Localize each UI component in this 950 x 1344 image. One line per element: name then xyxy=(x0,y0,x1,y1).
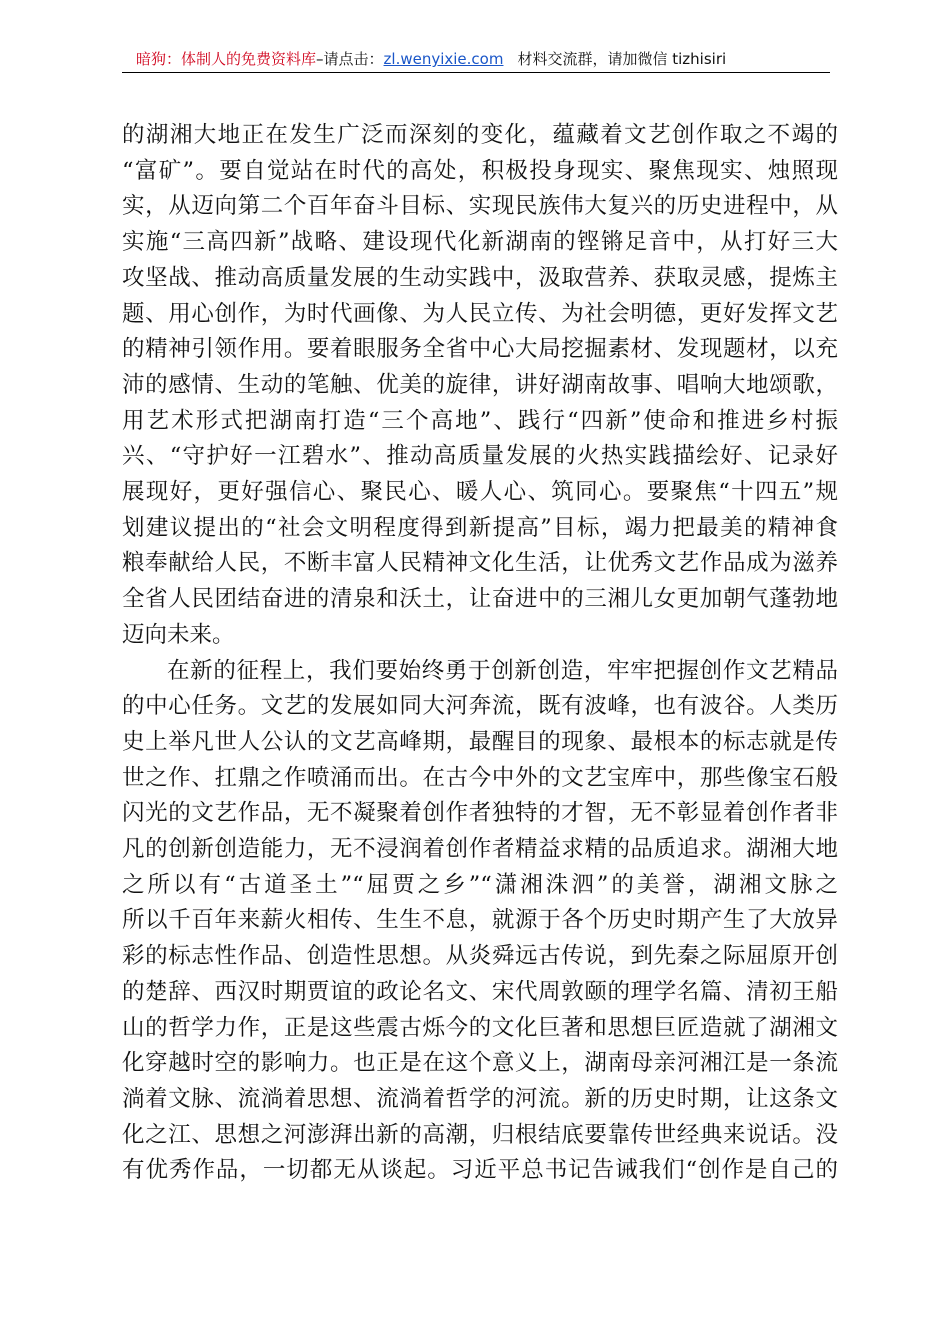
header-wechat-note: 材料交流群，请加微信 tizhisiri xyxy=(517,50,727,68)
text-line: 在新的征程上，我们要始终勇于创新创造，牢牢把握创作文艺精品 xyxy=(167,657,838,684)
header-link[interactable]: zl.wenyixie.com xyxy=(383,50,504,68)
text-line: 展现好，更好强信心、聚民心、暖人心、筑同心。要聚焦“十四五”规 xyxy=(122,479,838,506)
header-prompt: –请点击： xyxy=(316,50,384,68)
paragraph-1 xyxy=(122,118,838,654)
text-line: 实施“三高四新”战略、建设现代化新湖南的铿锵足音中，从打好三大 xyxy=(122,229,838,256)
text-line: 世之作、扛鼎之作喷涌而出。在古今中外的文艺宝库中，那些像宝石般 xyxy=(122,764,838,791)
text-line: 的中心任务。文艺的发展如同大河奔流，既有波峰，也有波谷。人类历 xyxy=(122,693,838,720)
text-line: 攻坚战、推动高质量发展的生动实践中，汲取营养、获取灵感，提炼主 xyxy=(122,264,838,291)
text-line: 用艺术形式把湖南打造“三个高地”、践行“四新”使命和推进乡村振 xyxy=(122,407,838,434)
text-line: 兴、“守护好一江碧水”、推动高质量发展的火热实践描绘好、记录好 xyxy=(122,443,838,470)
text-line: 化穿越时空的影响力。也正是在这个意义上，湖南母亲河湘江是一条流 xyxy=(122,1050,838,1077)
text-line: 划建议提出的“社会文明程度得到新提高”目标，竭力把最美的精神食 xyxy=(122,514,838,541)
document-header xyxy=(122,46,830,73)
document-body xyxy=(122,118,838,1189)
text-line: 全省人民团结奋进的清泉和沃土，让奋进中的三湘儿女更加朝气蓬勃地 xyxy=(122,586,838,613)
header-brand: 暗狗：体制人的免费资料库 xyxy=(136,50,317,68)
text-line: 有优秀作品，一切都无从谈起。习近平总书记告诫我们“创作是自己的 xyxy=(122,1157,838,1184)
text-line: 的楚辞、西汉时期贾谊的政论名文、宋代周敦颐的理学名篇、清初王船 xyxy=(122,978,838,1005)
text-line: 史上举凡世人公认的文艺高峰期，最醒目的现象、最根本的标志就是传 xyxy=(122,728,838,755)
text-line: “富矿”。要自觉站在时代的高处，积极投身现实、聚焦现实、烛照现 xyxy=(122,157,838,184)
text-line: 沛的感情、生动的笔触、优美的旋律，讲好湖南故事、唱响大地颂歌， xyxy=(122,371,838,398)
text-line: 所以千百年来薪火相传、生生不息，就源于各个历史时期产生了大放异 xyxy=(122,907,838,934)
text-line: 题、用心创作，为时代画像、为人民立传、为社会明德，更好发挥文艺 xyxy=(122,300,838,327)
text-line: 之所以有“古道圣土”“屈贾之乡”“潇湘洙泗”的美誉，湖湘文脉之 xyxy=(122,871,838,898)
text-line: 粮奉献给人民，不断丰富人民精神文化生活，让优秀文艺作品成为滋养 xyxy=(122,550,838,577)
text-line: 实，从迈向第二个百年奋斗目标、实现民族伟大复兴的历史进程中，从 xyxy=(122,193,838,220)
text-line: 化之江、思想之河澎湃出新的高潮，归根结底要靠传世经典来说话。没 xyxy=(122,1121,838,1148)
text-line: 彩的标志性作品、创造性思想。从炎舜远古传说，到先秦之际屈原开创 xyxy=(122,943,838,970)
paragraph-2 xyxy=(122,654,838,1190)
text-line: 的湖湘大地正在发生广泛而深刻的变化，蕴藏着文艺创作取之不竭的 xyxy=(122,122,838,148)
text-line: 的精神引领作用。要着眼服务全省中心大局挖掘素材、发现题材，以充 xyxy=(122,336,838,363)
text-line: 闪光的文艺作品，无不凝聚着创作者独特的才智，无不彰显着创作者非 xyxy=(122,800,838,827)
text-line: 淌着文脉、流淌着思想、流淌着哲学的河流。新的历史时期，让这条文 xyxy=(122,1085,838,1112)
text-line: 迈向未来。 xyxy=(122,621,235,648)
text-line: 山的哲学力作，正是这些震古烁今的文化巨著和思想巨匠造就了湖湘文 xyxy=(122,1014,838,1041)
text-line: 凡的创新创造能力，无不浸润着创作者精益求精的品质追求。湖湘大地 xyxy=(122,836,838,863)
